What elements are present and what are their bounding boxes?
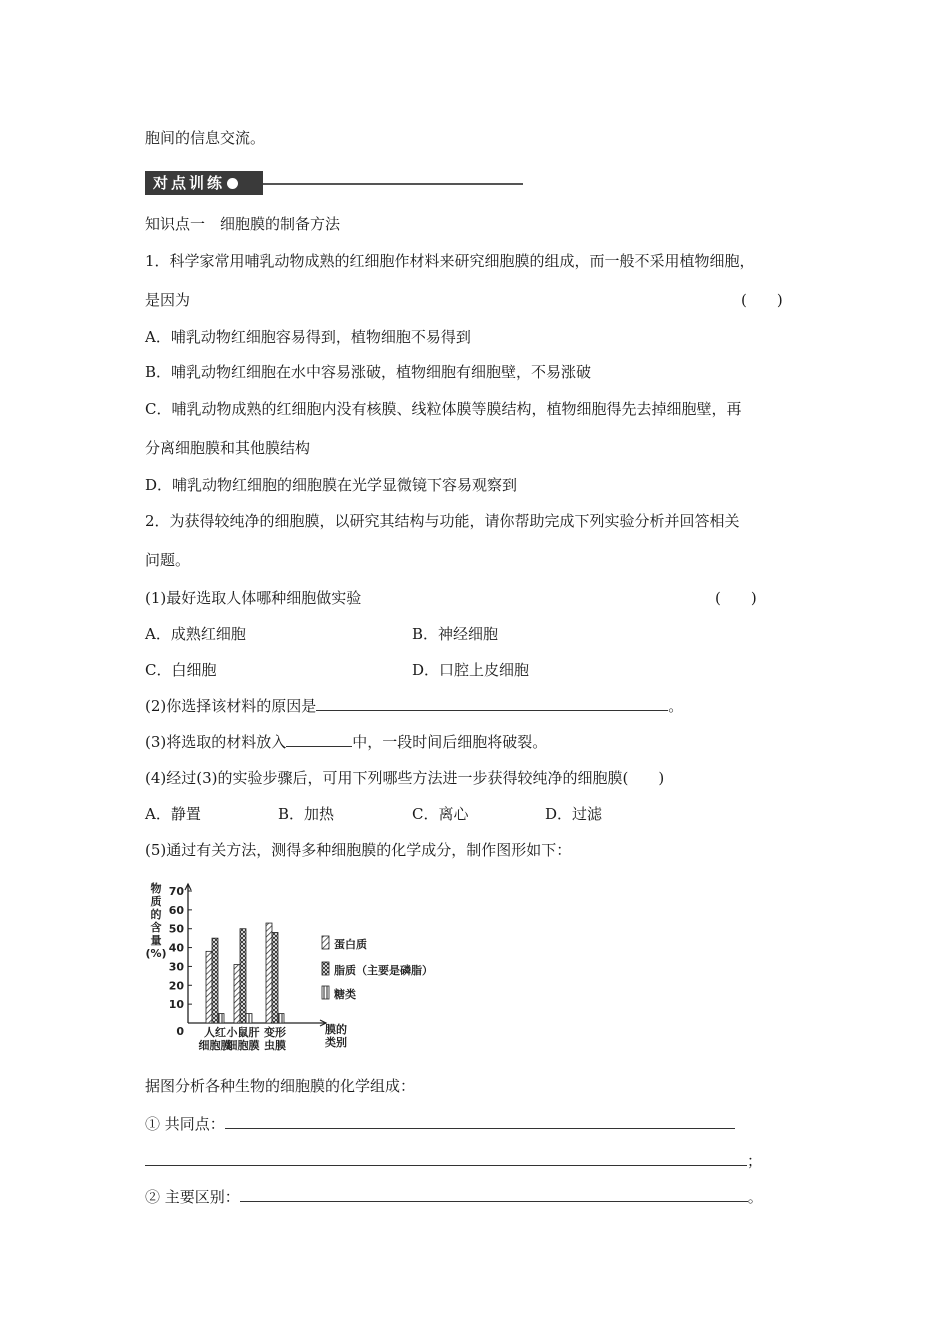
q2-sub2-answer-blank[interactable]	[316, 696, 668, 711]
q2-main-difference	[145, 1187, 763, 1207]
y-axis-label-char: 的	[150, 908, 162, 921]
q2-sub1-option-c: C．白细胞	[145, 661, 217, 679]
x-category-label-line2: 虫膜	[264, 1039, 286, 1052]
q1-option-a: A．哺乳动物红细胞容易得到，植物细胞不易得到	[145, 328, 471, 346]
legend-swatch	[322, 962, 329, 975]
q1-option-c-line2: 分离细胞膜和其他膜结构	[145, 439, 311, 457]
x-axis-label-line2: 类别	[325, 1036, 347, 1049]
q2-common-answer-blank-1[interactable]	[225, 1114, 735, 1129]
bar	[246, 1014, 252, 1023]
bar	[272, 932, 278, 1023]
y-tick-label: 40	[168, 941, 184, 955]
y-tick-label: 30	[168, 960, 184, 974]
y-tick-label: 10	[168, 998, 184, 1012]
legend-swatch	[322, 936, 329, 949]
bar	[234, 965, 240, 1023]
q2-sub2-end: 。	[668, 697, 684, 715]
q2-sub1-option-d: D．口腔上皮细胞	[412, 661, 530, 679]
q2-stem-line2: 问题。	[145, 551, 191, 569]
q2-difference-answer-blank[interactable]	[240, 1187, 748, 1202]
q2-sub4-option-c: C．离心	[412, 805, 469, 823]
y-axis-label-char: 质	[150, 895, 162, 908]
q2-sub4-option-b: B．加热	[278, 805, 335, 823]
q2-sub2-prompt: (2)你选择该材料的原因是	[145, 697, 317, 715]
bar	[206, 951, 212, 1023]
x-category-label-line2: 细胞膜	[226, 1039, 260, 1052]
q1-option-c-line1: C．哺乳动物成熟的红细胞内没有核膜、线粒体膜等膜结构，植物细胞得先去掉细胞壁，再	[145, 400, 742, 418]
y-tick-label: 60	[168, 903, 184, 917]
q1-option-b: B．哺乳动物红细胞在水中容易涨破，植物细胞有细胞壁，不易涨破	[145, 363, 592, 381]
q2-sub1: (1)最好选取人体哪种细胞做实验	[145, 589, 362, 607]
y-axis-label-char: 含	[150, 921, 162, 934]
q2-sub5: (5)通过有关方法，测得多种细胞膜的化学成分，制作图形如下：	[145, 841, 572, 859]
legend-label: 蛋白质	[334, 938, 367, 951]
q2-stem-line1: 2．为获得较纯净的细胞膜，以研究其结构与功能，请你帮助完成下列实验分析并回答相关	[145, 512, 740, 530]
bar-chart-svg	[140, 876, 460, 1061]
bar	[278, 1014, 284, 1023]
knowledge-point-title: 知识点一 细胞膜的制备方法	[145, 215, 341, 233]
bullet-dot-icon	[227, 178, 238, 189]
intro-tail: 胞间的信息交流。	[145, 129, 266, 147]
x-category-label-line1: 人红	[204, 1026, 226, 1039]
q1-stem-line1: 1．科学家常用哺乳动物成熟的红细胞作材料来研究细胞膜的组成，而一般不采用植物细胞，	[145, 252, 755, 270]
x-category-label-line1: 小鼠肝	[226, 1026, 260, 1039]
origin-label: 0	[176, 1025, 184, 1038]
y-tick-label: 20	[168, 979, 184, 993]
x-axis-label-line1: 膜的	[325, 1023, 347, 1036]
legend-swatch	[322, 986, 329, 999]
y-tick-label: 50	[168, 922, 184, 936]
q1-stem-line2: 是因为	[145, 291, 191, 309]
section-divider	[263, 183, 523, 185]
y-axis-label-char: (%)	[145, 947, 167, 960]
q2-sub2	[145, 696, 683, 716]
q1-option-d: D．哺乳动物红细胞的细胞膜在光学显微镜下容易观察到	[145, 476, 518, 494]
q2-analysis-prompt: 据图分析各种生物的细胞膜的化学组成：	[145, 1077, 416, 1095]
q2-common-points-line2	[145, 1151, 762, 1171]
section-tag-label: 对点训练	[153, 174, 226, 192]
q2-sub3-answer-blank[interactable]	[286, 732, 352, 747]
bar	[240, 929, 246, 1023]
q2-sub3-tail: 中，一段时间后细胞将破裂。	[352, 733, 548, 751]
q1-answer-paren: ( )	[741, 291, 783, 309]
x-category-label-line2: 细胞膜	[198, 1039, 232, 1052]
q2-sub4-option-a: A．静置	[145, 805, 201, 823]
q2-common-end: ；	[747, 1152, 763, 1170]
bar	[266, 923, 272, 1023]
bar	[218, 1014, 224, 1023]
bar	[212, 938, 218, 1023]
q2-common-label: ① 共同点：	[145, 1115, 225, 1133]
q2-common-answer-blank-2[interactable]	[145, 1151, 747, 1166]
q2-sub3	[145, 732, 547, 752]
q2-common-points	[145, 1114, 735, 1134]
y-axis-label-char: 物	[150, 882, 162, 895]
y-tick-label: 70	[168, 885, 184, 898]
q2-sub4: (4)经过(3)的实验步骤后，可用下列哪些方法进一步获得较纯净的细胞膜( )	[145, 769, 665, 787]
q2-sub1-option-b: B．神经细胞	[412, 625, 499, 643]
q2-sub4-option-d: D．过滤	[545, 805, 603, 823]
q2-sub1-paren: ( )	[715, 589, 757, 607]
q2-difference-label: ② 主要区别：	[145, 1188, 240, 1206]
membrane-composition-chart	[140, 876, 460, 1061]
section-tag	[145, 171, 263, 195]
y-axis-label-char: 量	[150, 934, 162, 947]
q2-difference-end: 。	[747, 1188, 763, 1206]
legend-label: 糖类	[334, 988, 356, 1001]
q2-sub3-prompt: (3)将选取的材料放入	[145, 733, 287, 751]
legend-label: 脂质（主要是磷脂）	[334, 964, 433, 977]
x-category-label-line1: 变形	[264, 1026, 286, 1039]
q2-sub1-option-a: A．成熟红细胞	[145, 625, 246, 643]
